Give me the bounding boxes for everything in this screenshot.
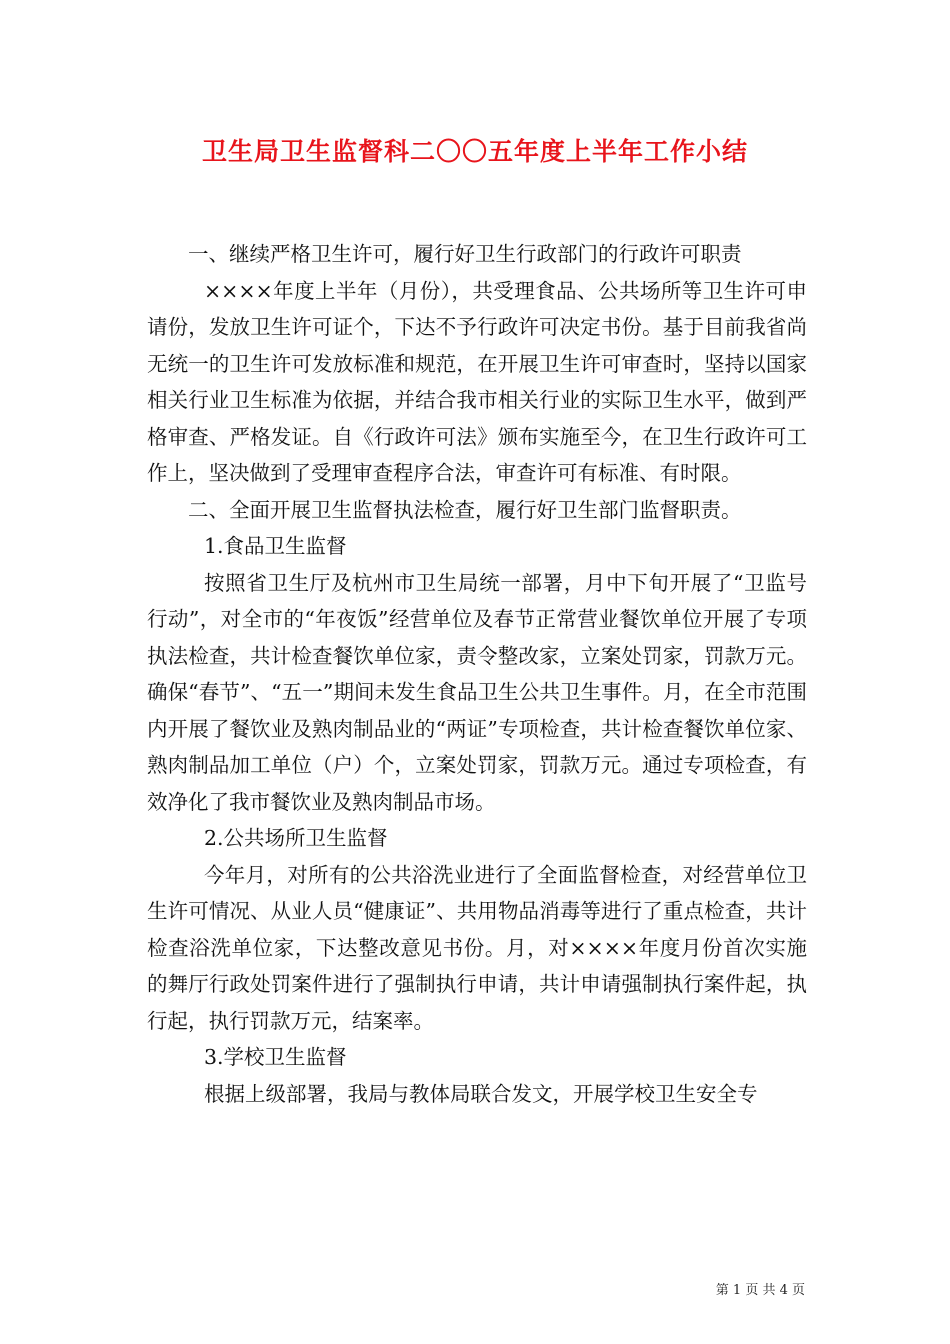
paragraph-licensing: ××××年度上半年（月份），共受理食品、公共场所等卫生许可申请份，发放卫生许可证个，下达不予行政许可决定书份。基于目前我省尚无统一的卫生许可发放标准和规范，在开展卫生许可审查时，坚持以国家相关行业卫生标准为依据，并结合我市相关行业的实际卫生水平，做到严格审查、严格发证。自《行政许可法》颁布实施至今，在卫生行政许可工作上，坚决做到了受理审查程序合法，审查许可有标准、有时限。 <box>147 278 807 485</box>
subheading-food: 1.食品卫生监督 <box>204 534 347 558</box>
paragraph-food: 按照省卫生厅及杭州市卫生局统一部署，月中下旬开展了“卫监号行动”，对全市的“年夜饭”经营单位及春节正常营业餐饮单位开展了专项执法检查，共计检查餐饮单位家，责令整改家，立案处罚家，罚款万元。确保“春节”、“五一”期间未发生食品卫生公共卫生事件。月，在全市范围内开展了餐饮业及熟肉制品业的“两证”专项检查，共计检查餐饮单位家、熟肉制品加工单位（户）个，立案处罚家，罚款万元。通过专项检查，有效净化了我市餐饮业及熟肉制品市场。 <box>147 570 807 814</box>
subheading-school: 3.学校卫生监督 <box>204 1045 347 1069</box>
paragraph-public-places: 今年月，对所有的公共浴洗业进行了全面监督检查，对经营单位卫生许可情况、从业人员“健康证”、共用物品消毒等进行了重点检查，共计检查浴洗单位家，下达整改意见书份。月，对××××年度月份首次实施的舞厅行政处罚案件进行了强制执行申请，共计申请强制执行案件起，执行起，执行罚款万元，结案率。 <box>147 862 807 1033</box>
section-heading-2: 二、全面开展卫生监督执法检查，履行好卫生部门监督职责。 <box>188 497 742 522</box>
document-body <box>147 236 807 1112</box>
page-number-footer: 第 1 页 共 4 页 <box>715 1283 805 1298</box>
paragraph-school: 根据上级部署，我局与教体局联合发文，开展学校卫生安全专 <box>204 1081 758 1106</box>
section-heading-1: 一、继续严格卫生许可，履行好卫生行政部门的行政许可职责 <box>188 242 742 266</box>
subheading-public-places: 2.公共场所卫生监督 <box>204 826 388 850</box>
document-title: 卫生局卫生监督科二〇〇五年度上半年工作小结 <box>201 137 748 166</box>
